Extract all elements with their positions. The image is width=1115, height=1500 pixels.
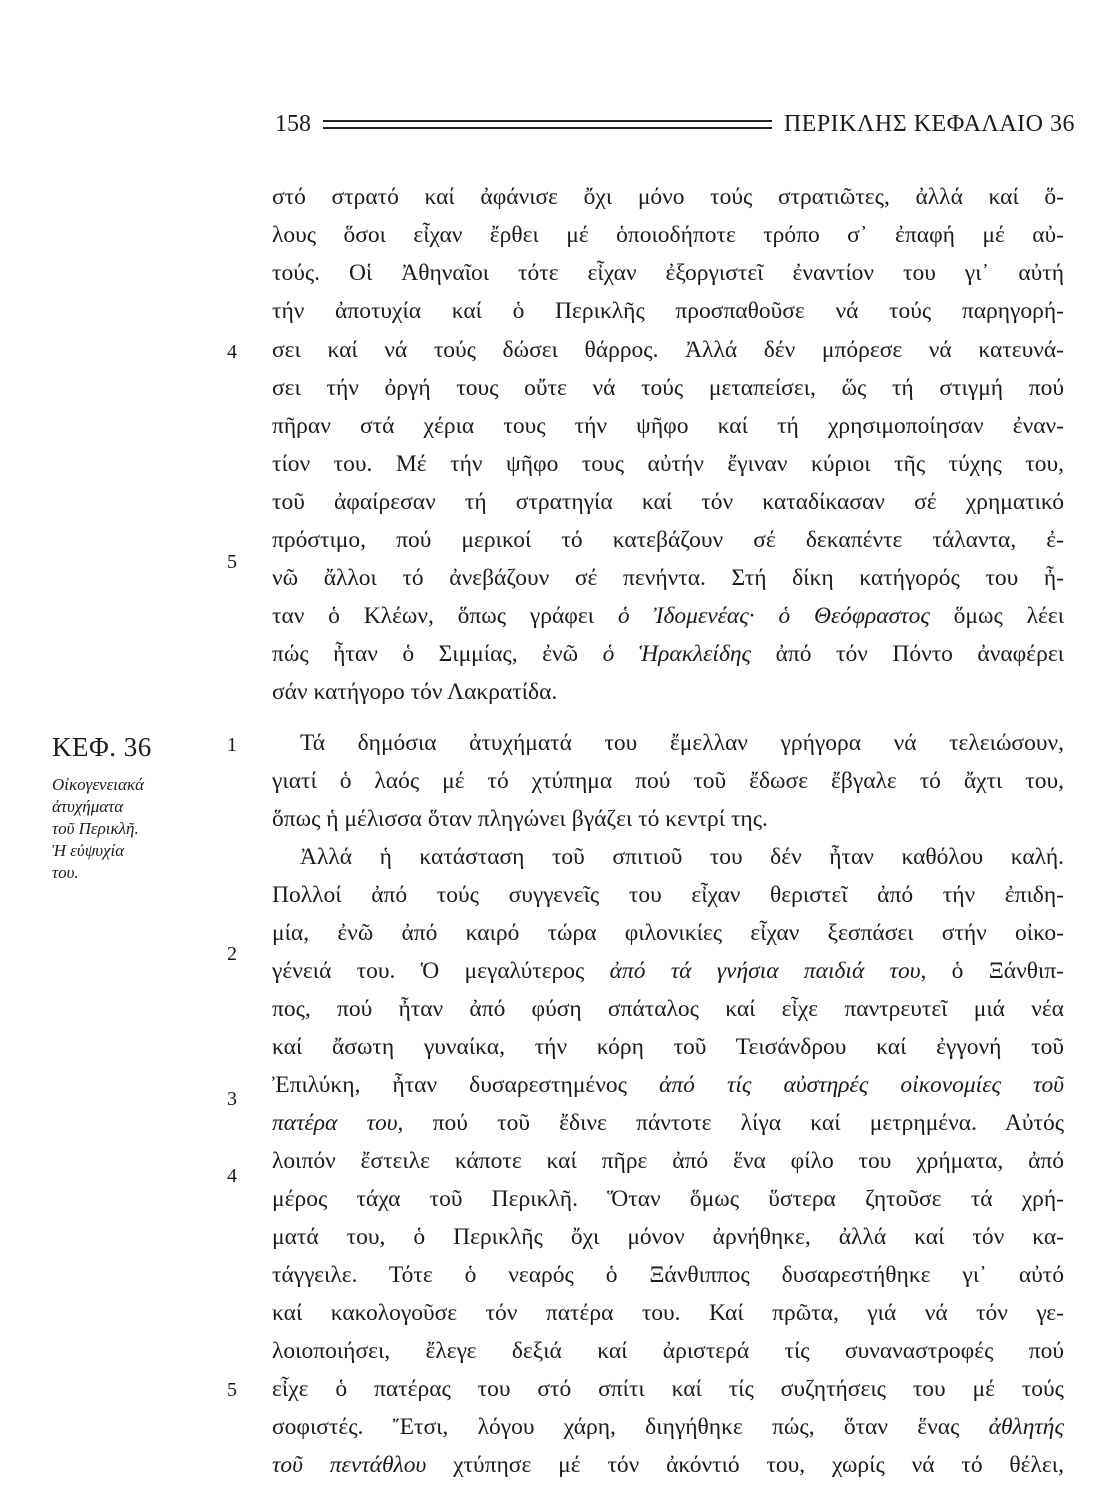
text-run: ὁ Ξάνθιπ- <box>951 958 1065 984</box>
text-run-italic: ὁ Ἡρακλείδης <box>602 641 752 667</box>
text-line: σει καί νά τούς δώσει θάρρος. Ἀλλά δέν μπόρεσε νά κατευνά- <box>272 337 1064 363</box>
text-line: τούς. Οἱ Ἀθηναῖοι τότε εἶχαν ἐξοργιστεῖ ἐναντίον του γι᾽ αὐτή <box>272 260 1064 286</box>
text-run-italic: ἀπό τά γνήσια παιδιά του, <box>609 958 927 984</box>
text-line: ὅπως ἡ μέλισσα ὅταν πληγώνει βγάζει τό κεντρί της. <box>272 806 768 832</box>
text-line: πρόστιμο, πού μερικοί τό κατεβάζουν σέ δεκαπέντε τάλαντα, ἐ- <box>272 527 1064 553</box>
text-run: γένειά του. Ὁ μεγαλύτερος <box>272 958 585 984</box>
text-line: ματά του, ὁ Περικλῆς ὄχι μόνον ἀρνήθηκε, ἀλλά καί τόν κα- <box>272 1224 1064 1250</box>
text-line <box>272 638 1064 671</box>
text-run-italic: πατέρα του, <box>272 1110 404 1136</box>
text-run: σοφιστές. Ἔτσι, λόγου χάρη, διηγήθηκε πώς, ὅταν ἕνας <box>272 1414 960 1440</box>
text-run: ἀπό τόν Πόντο ἀναφέρει <box>775 641 1065 667</box>
chapter-label: ΚΕΦ. 36 <box>52 732 152 762</box>
text-run: ταν ὁ Κλέων, ὅπως γράφει <box>272 603 595 629</box>
text-line: λοιπόν ἔστειλε κάποτε καί πῆρε ἀπό ἕνα φίλο του χρήματα, ἀπό <box>272 1148 1064 1174</box>
summary-line: τοῦ Περικλῆ. <box>52 819 139 838</box>
text-line: σάν κατήγορο τόν Λακρατίδα. <box>272 679 558 705</box>
text-line <box>272 1107 1064 1140</box>
text-run: πώς ἦταν ὁ Σιμμίας, ἐνῶ <box>272 641 579 667</box>
text-line: μέρος τάχα τοῦ Περικλῆ. Ὅταν ὅμως ὕστερα ζητοῦσε τά χρή- <box>272 1186 1064 1212</box>
margin-number: 4 <box>227 1165 237 1187</box>
page-number: 158 <box>275 110 311 137</box>
text-line <box>272 955 1064 988</box>
text-run: χτύπησε μέ τόν ἀκόντιό του, χωρίς νά τό θέλει, <box>453 1452 1064 1478</box>
text-line: πος, πού ἦταν ἀπό φύση σπάταλος καί εἶχε παντρευτεῖ μιά νέα <box>272 996 1064 1022</box>
header-double-rule <box>323 120 772 129</box>
margin-number: 3 <box>227 1088 237 1110</box>
text-run-italic: ἀπό τίς αὐστηρές οἰκονομίες τοῦ <box>659 1072 1064 1098</box>
summary-line: Οἰκογενειακά <box>52 775 145 794</box>
text-line: νῶ ἄλλοι τό ἀνεβάζουν σέ πενήντα. Στή δίκη κατήγορός του ἦ- <box>272 565 1064 591</box>
summary-line: του. <box>52 863 79 882</box>
text-line: γιατί ὁ λαός μέ τό χτύπημα πού τοῦ ἔδωσε ἔβγαλε τό ἄχτι του, <box>272 768 1064 794</box>
text-run: ὅμως λέει <box>953 603 1065 629</box>
text-run: Ἐπιλύκη, ἦταν δυσαρεστημένος <box>272 1072 627 1098</box>
chapter-summary <box>52 774 182 884</box>
text-line: καί κακολογοῦσε τόν πατέρα του. Καί πρῶτα, γιά νά τόν γε- <box>272 1300 1064 1326</box>
margin-number: 5 <box>227 1379 237 1401</box>
text-run: πού τοῦ ἔδινε πάντοτε λίγα καί μετρημένα. Αὐτός <box>432 1110 1064 1136</box>
text-line: μία, ἐνῶ ἀπό καιρό τώρα φιλονικίες εἶχαν ξεσπάσει στήν οἰκο- <box>272 920 1064 946</box>
text-run-italic: ἀθλητής <box>988 1414 1064 1440</box>
margin-number: 4 <box>227 341 237 363</box>
margin-number: 1 <box>227 734 237 756</box>
summary-line: Ἡ εὐψυχία <box>52 841 125 860</box>
text-line <box>272 1449 1064 1482</box>
text-line: εἶχε ὁ πατέρας του στό σπίτι καί τίς συζητήσεις του μέ τούς <box>272 1376 1064 1402</box>
text-line: λους ὅσοι εἶχαν ἔρθει μέ ὁποιοδήποτε τρόπο σ᾽ ἐπαφή μέ αὐ- <box>272 222 1064 248</box>
text-line: Τά δημόσια ἀτυχήματά του ἔμελλαν γρήγορα νά τελειώσουν, <box>300 730 1064 756</box>
text-line: σει τήν ὀργή τους οὔτε νά τούς μεταπείσει, ὥς τή στιγμή πού <box>272 375 1064 401</box>
margin-number: 2 <box>227 943 237 965</box>
text-line <box>272 1411 1064 1444</box>
text-line: τάγγειλε. Τότε ὁ νεαρός ὁ Ξάνθιππος δυσαρεστήθηκε γι᾽ αὐτό <box>272 1262 1064 1288</box>
text-line <box>272 1069 1064 1102</box>
text-line: πῆραν στά χέρια τους τήν ψῆφο καί τή χρησιμοποίησαν ἐναν- <box>272 413 1064 439</box>
text-line: Πολλοί ἀπό τούς συγγενεῖς του εἶχαν θεριστεῖ ἀπό τήν ἐπιδη- <box>272 882 1064 908</box>
margin-number: 5 <box>227 551 237 573</box>
text-line: στό στρατό καί ἀφάνισε ὄχι μόνο τούς στρατιῶτες, ἀλλά καί ὅ- <box>272 184 1064 210</box>
text-line: τοῦ ἀφαίρεσαν τή στρατηγία καί τόν καταδίκασαν σέ χρηματικό <box>272 489 1064 515</box>
text-line <box>272 600 1064 633</box>
running-header <box>275 104 1075 144</box>
text-line: λοιοποιήσει, ἔλεγε δεξιά καί ἀριστερά τίς συναναστροφές πού <box>272 1338 1064 1364</box>
text-run-italic: τοῦ πεντάθλου <box>272 1452 427 1478</box>
running-title: ΠΕΡΙΚΛΗΣ ΚΕΦΑΛΑΙΟ 36 <box>783 110 1075 137</box>
text-line: τήν ἀποτυχία καί ὁ Περικλῆς προσπαθοῦσε νά τούς παρηγορή- <box>272 298 1064 324</box>
text-run-italic: ὁ Ἰδομενέας· ὁ Θεόφραστος <box>617 603 930 629</box>
text-line: καί ἄσωτη γυναίκα, τήν κόρη τοῦ Τεισάνδρου καί ἐγγονή τοῦ <box>272 1034 1064 1060</box>
text-line: Ἀλλά ἡ κατάσταση τοῦ σπιτιοῦ του δέν ἦταν καθόλου καλή. <box>300 844 1064 870</box>
summary-line: ἀτυχήματα <box>52 797 124 816</box>
text-line: τίον του. Μέ τήν ψῆφο τους αὐτήν ἔγιναν κύριοι τῆς τύχης του, <box>272 451 1064 477</box>
